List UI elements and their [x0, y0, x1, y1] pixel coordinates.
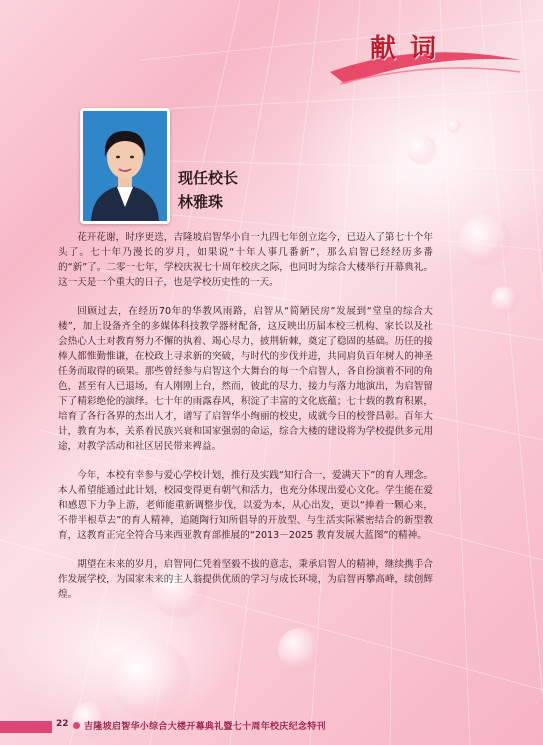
- paragraph: 今年，本校有幸参与爱心学校计划，推行及实践“知行合一，爱满天下”的育人理念。本人希望能通过此计划，校园变得更有朝气和活力，也充分体现出爱心文化。学生能在爱和感恩下力争上游，老师能重新调整步伐，以爱为本，从心出发，更以“捧着一颗心来，不带半根草去”的育人精神，追随陶行知所倡导的开放型、与生活实际紧密结合的新型教育，这教育正完全符合马来西亚教育部推展的“2013－2025 教育发展大蓝图”的精神。: [58, 470, 433, 541]
- bullet-icon: [73, 722, 80, 729]
- author-block: [178, 168, 328, 212]
- paragraph: 花开花谢，时序更迭，吉隆坡启智华小自一九四七年创立迄今，已迈入了第七十个年头了。七十年乃漫长的岁月，如果说“十年人事几番新”，那么启智已经经历多番的“新”了。二零一七年，学校庆祝七十周年校庆之际，也同时为综合大楼举行开幕典礼。这一天是一个重大的日子，也是学校历史性的一天。: [58, 232, 433, 288]
- publication-title: 吉隆坡启智华小综合大楼开幕典礼暨七十周年校庆纪念特刊: [84, 722, 326, 732]
- author-role: 现任校长: [178, 169, 239, 187]
- page-footer: [0, 716, 543, 738]
- portrait-photo: [83, 111, 167, 221]
- author-name: 林雅珠: [178, 193, 224, 211]
- paragraph: 期望在未来的岁月，启智同仁凭着坚毅不拔的意志，秉承启智人的精神，继续携手合作发展学校，为国家未来的主人翁提供优质的学习与成长环境，为启智再攀高峰，续创辉煌。: [58, 559, 433, 600]
- paragraph: 回顾过去，在经历70年的华教风雨路，启智从“简陋民房”发展到“堂皇的综合大楼”，加上设备齐全的多媒体科技教学器材配备，这反映出历届本校三机构、家长以及社会热心人士对教育努力不懈的执着、竭心尽力，披荆斩棘，奠定了稳固的基础。历任的接棒人都惟勤惟谦，在校政上寻求新的突破，与时代的步伐并进，共同肩负百年树人的神圣任务而取得的硕果。那些曾经参与启智这个大舞台的每一个启智人，各自扮演着不同的角色，甚至有人已退场，有人刚刚上台，然而，彼此的尽力、接力与落力地演出，为启智留下了精彩绝伦的演绎。七十年的雨露春风，积淀了丰富的文化底蕴；七十载的教育积累，培育了各行各界的杰出人才，谱写了启智华小绚丽的校史，成就今日的校誉昌彰。百年大计，教育为本，关系着民族兴衰和国家强弱的命运，综合大楼的建设将为学校提供多元用途，对教学活动和社区居民带来裨益。: [58, 306, 433, 452]
- bubble: [491, 286, 519, 314]
- article-body: [58, 230, 433, 616]
- footer-bar: [0, 721, 52, 733]
- bubble: [407, 135, 437, 165]
- bubble: [110, 640, 190, 720]
- page-number: 22: [56, 719, 69, 729]
- page-title: 献词: [370, 34, 451, 64]
- bubble: [447, 119, 461, 133]
- bubble: [459, 214, 511, 266]
- bubble: [278, 628, 322, 672]
- principal-portrait: [80, 108, 170, 224]
